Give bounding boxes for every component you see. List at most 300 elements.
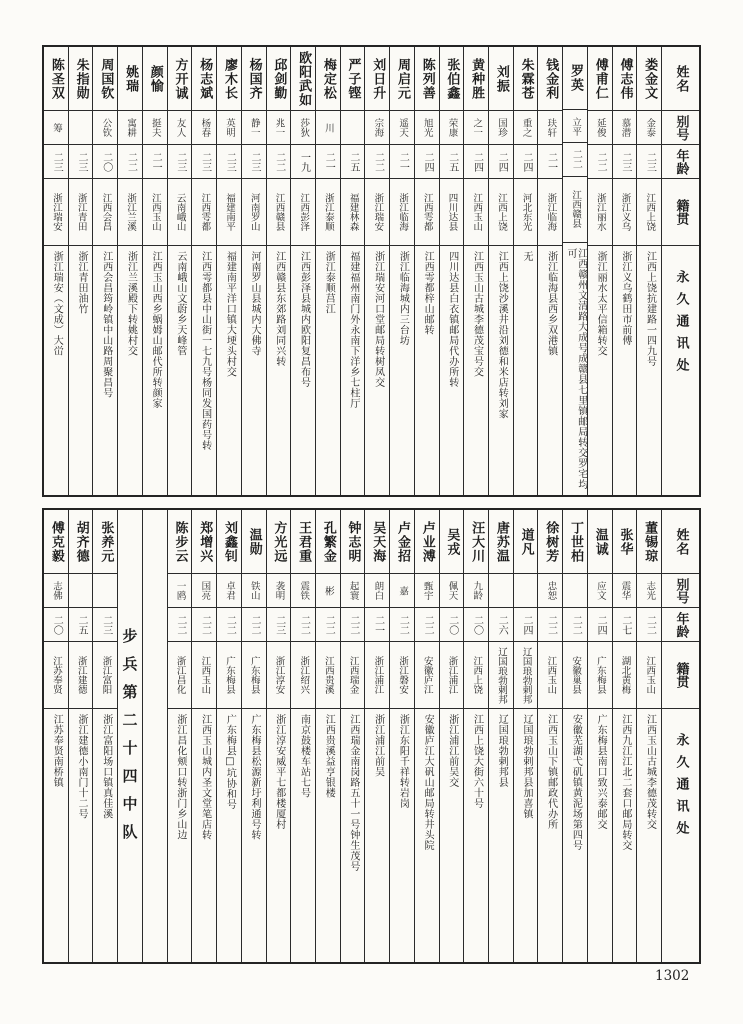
roster-column [44,47,69,495]
address-cell: 云南峨山文蔚乡天峰管 [174,251,186,356]
roster-column [168,510,193,962]
name-cell: 邱剑勤 [267,47,291,111]
roster-column [217,510,242,962]
native-place-cell: 河南罗山 [242,179,266,246]
address-cell: 江西玉山城内圣文堂笔店转 [199,714,211,840]
name-cell: 卢业溥 [415,510,439,574]
roster-column [192,47,217,495]
native-place-cell: 浙江淳安 [267,642,291,709]
alias-cell [69,111,93,145]
native-place-cell: 浙江瑞安 [44,179,68,246]
name-cell: 朱霖苍 [514,47,538,111]
roster-column [93,510,118,962]
roster-column [390,510,415,962]
name-cell: 朱指勋 [69,47,93,111]
address-cell: 浙江淳安威平七都楼厦村 [273,714,285,830]
name-cell: 道凡 [514,510,538,574]
alias-cell: 玞轩 [538,111,562,145]
header-name: 姓名 [662,510,699,574]
name-cell: 张华 [613,510,637,574]
native-place-cell: 浙江临海 [538,179,562,246]
age-cell: 二三 [44,145,68,179]
alias-cell [69,574,93,608]
native-place-cell: 浙江绍兴 [291,642,315,709]
alias-cell: 国珍 [489,111,513,145]
address-cell: 浙江临海县西乡双港镇 [545,251,557,356]
roster-column [415,47,440,495]
address-cell: 广东梅县松源新圩利通号转 [249,714,261,840]
roster-column [613,510,638,962]
address-cell: 浙江昌化颊口转浙门乡山边 [174,714,186,840]
name-cell: 刘鑫钊 [217,510,241,574]
name-cell: 傅甫仁 [588,47,612,111]
age-cell: 二五 [440,145,464,179]
alias-cell: 朗白 [365,574,389,608]
name-cell: 丁世柏 [563,510,587,574]
age-cell: 二四 [489,145,513,179]
roster-column [588,47,613,495]
roster-column [341,47,366,495]
age-cell: 二二 [242,608,266,642]
age-cell: 二一 [390,145,414,179]
address-cell: 浙江瑞安（文成）大峃 [51,251,63,356]
native-place-cell: 浙江青田 [69,179,93,246]
header-alias: 别号 [662,111,699,145]
age-cell: 二四 [588,608,612,642]
name-cell: 傅志伟 [613,47,637,111]
name-cell: 严子铿 [341,47,365,111]
alias-cell: 彬 [316,574,340,608]
native-place-cell: 江西会昌 [93,179,117,246]
name-cell: 黄种胜 [464,47,488,111]
name-cell: 刘日升 [365,47,389,111]
age-cell: 二二 [217,608,241,642]
age-cell: 二二 [563,608,587,642]
native-place-cell: 湖北黄梅 [613,642,637,709]
alias-cell: 金泰 [637,111,661,145]
name-cell: 娄金文 [637,47,661,111]
age-cell: 二三 [217,145,241,179]
age-cell: 二〇 [464,608,488,642]
alias-cell: 友人 [168,111,192,145]
native-place-cell: 江西玉山 [464,179,488,246]
roster-column [316,47,341,495]
roster-column [267,47,292,495]
name-cell: 徐树芳 [538,510,562,574]
alias-cell: 甄宇 [415,574,439,608]
roster-column [242,47,267,495]
address-cell: 江西上饶沙溪井沿刘德和米店转刘家 [496,251,508,419]
roster-column [637,510,662,962]
address-cell: 江西上饶大街六十号 [471,714,483,809]
address-cell: 江西雩都梓山邮转 [422,251,434,335]
native-place-cell: 浙江兰溪 [118,179,142,246]
blank-cell [143,510,167,962]
address-cell: 浙江兰溪殿下转姚村交 [125,251,137,356]
address-cell: 安徽芜湖弋矶镇黄泥场第四号 [570,714,582,851]
age-cell: 二五 [69,608,93,642]
native-place-cell: 江苏奉贤 [44,642,68,709]
age-cell: 二三 [613,145,637,179]
alias-cell [341,111,365,145]
age-cell: 二四 [514,145,538,179]
address-cell: 广东梅县南口致兴泰邮交 [595,714,607,830]
native-place-cell: 浙江浦江 [365,642,389,709]
native-place-cell: 浙江磐安 [390,642,414,709]
alias-cell: 震华 [613,574,637,608]
roster-column [365,47,390,495]
age-cell: 一九 [291,145,315,179]
native-place-cell: 江西玉山 [637,642,661,709]
alias-cell [563,574,587,608]
roster-column [143,47,168,495]
native-place-cell: 浙江建德 [69,642,93,709]
alias-cell: 宗海 [365,111,389,145]
address-cell: 江西玉山西乡蜗姆山邮代所转颜家 [150,251,162,409]
name-cell: 胡齐德 [69,510,93,574]
roster-column [267,510,292,962]
alias-cell: 志光 [637,574,661,608]
address-cell: 江西赣州文清路大成号成赣县七里镇邮局转交罗宅均可 [564,247,587,490]
age-cell: 二二 [637,608,661,642]
name-cell: 郑增兴 [192,510,216,574]
alias-cell: 筹 [44,111,68,145]
native-place-cell: 浙江昌化 [168,642,192,709]
age-cell: 二三 [93,608,117,642]
roster-column [390,47,415,495]
age-cell: 二二 [192,608,216,642]
age-cell: 二三 [69,145,93,179]
age-cell: 二二 [267,145,291,179]
name-cell: 方光远 [267,510,291,574]
age-cell: 二〇 [93,145,117,179]
address-cell: 浙江丽水太平信箱转交 [595,251,607,356]
name-cell: 姚瑞 [118,47,142,111]
alias-cell: 莎狄 [291,111,315,145]
address-cell: 辽国琅勃剌邦县加喜镇 [520,714,532,819]
address-cell: 江西雩都县中山街一七九号杨同发国药号转 [199,251,211,451]
alias-cell: 杨春 [192,111,216,145]
roster-column [464,47,489,495]
header-age: 年龄 [662,145,699,179]
age-cell: 二一 [365,608,389,642]
roster-column [563,510,588,962]
alias-cell: 静一 [242,111,266,145]
address-cell: 浙江青田油竹 [76,251,88,314]
roster-column [168,47,193,495]
header-native-place: 籍贯 [662,642,699,709]
name-cell: 傅克毅 [44,510,68,574]
address-cell: 江西瑞金南岗路五十一号钟生茂号 [347,714,359,872]
roster-column [538,47,563,495]
alias-cell: 一鸥 [168,574,192,608]
native-place-cell: 浙江泰顺 [316,179,340,246]
roster-column [514,47,539,495]
roster-column [291,47,316,495]
address-cell: 江西贵溪益亨银楼 [323,714,335,798]
alias-cell [514,574,538,608]
name-cell: 温诚 [588,510,612,574]
name-cell: 杨国齐 [242,47,266,111]
name-cell: 钱金利 [538,47,562,111]
native-place-cell: 安徽庐江 [415,642,439,709]
age-cell: 二四 [514,608,538,642]
header-column [662,47,699,495]
native-place-cell: 江西雩都 [415,179,439,246]
address-cell: 福建南平洋口镇大埂头村交 [224,251,236,377]
address-cell: 浙江浦江前吴交 [446,714,458,788]
name-cell: 周启元 [390,47,414,111]
age-cell: 二一 [538,145,562,179]
unit-title-label: 步兵第二十四中队 [120,628,139,852]
native-place-cell: 江西雩都 [192,179,216,246]
roster-column [464,510,489,962]
name-cell: 颜愉 [143,47,167,111]
alias-cell: 公钦 [93,111,117,145]
alias-cell: 之一 [464,111,488,145]
alias-cell [489,574,513,608]
roster-table-top [42,45,701,497]
native-place-cell: 辽国琅勃剌邦 [489,642,513,709]
native-place-cell: 江西玉山 [143,179,167,246]
alias-cell: 袭明 [267,574,291,608]
header-native-place: 籍贯 [662,179,699,246]
header-permanent-address: 永久通讯处 [673,733,689,843]
address-cell: 江西彭泽县城内欧阳复昌布号 [298,251,310,388]
age-cell: 二三 [192,145,216,179]
native-place-cell: 江西赣县 [267,179,291,246]
name-cell: 张伯鑫 [440,47,464,111]
native-place-cell: 浙江义乌 [613,179,637,246]
address-cell: 浙江富阳场口镇真佳溪 [100,714,112,819]
alias-cell: 嘉 [390,574,414,608]
address-cell: 南京鼓楼车站七号 [298,714,310,798]
age-cell: 二三 [168,145,192,179]
native-place-cell: 河北东光 [514,179,538,246]
age-cell: 二二 [118,145,142,179]
roster-column [217,47,242,495]
alias-cell: 兆一 [267,111,291,145]
native-place-cell: 云南峨山 [168,179,192,246]
header-age: 年龄 [662,608,699,642]
header-column [662,510,699,962]
alias-cell: 慕潜 [613,111,637,145]
address-cell: 四川达县白衣镇邮局代办所转 [446,251,458,388]
native-place-cell: 江西赣县 [563,177,587,243]
native-place-cell: 浙江浦江 [440,642,464,709]
roster-column [538,510,563,962]
age-cell: 二三 [267,608,291,642]
address-cell: 浙江浦江前吴 [372,714,384,777]
native-place-cell: 广东梅县 [217,642,241,709]
roster-column [341,510,366,962]
header-permanent-address: 永久通讯处 [673,270,689,380]
address-cell: 福建福州南门外永南下洋乡七柱厅 [347,251,359,409]
alias-cell: 佩天 [440,574,464,608]
name-cell: 吴天海 [365,510,389,574]
alias-cell: 起寰 [341,574,365,608]
roster-column [489,510,514,962]
age-cell: 二六 [489,608,513,642]
roster-column [69,47,94,495]
address-cell: 浙江东阳千祥转岩岗 [397,714,409,809]
age-cell: 二三 [242,145,266,179]
roster-column [440,47,465,495]
header-name: 姓名 [662,47,699,111]
roster-column [489,47,514,495]
alias-cell: 忠恕 [538,574,562,608]
address-cell: 辽国琅勃剌邦县 [496,714,508,788]
name-cell: 王君重 [291,510,315,574]
native-place-cell: 浙江富阳 [93,642,117,709]
alias-cell: 震铁 [291,574,315,608]
address-cell: 浙江泰顺莒江 [323,251,335,314]
age-cell: 二二 [390,608,414,642]
name-cell: 唐苏温 [489,510,513,574]
age-cell: 二二 [563,143,587,176]
header-alias: 别号 [662,574,699,608]
age-cell: 二〇 [440,608,464,642]
name-cell: 廖木长 [217,47,241,111]
roster-column [118,47,143,495]
address-cell: 无 [520,251,532,262]
native-place-cell: 辽国琅勃剌邦 [514,642,538,709]
native-place-cell: 福建南平 [217,179,241,246]
native-place-cell: 浙江瑞安 [365,179,389,246]
address-cell: 安徽庐江大矾山邮局转井头院 [422,714,434,851]
roster-column [93,47,118,495]
address-cell: 浙江建德小南门十二号 [76,714,88,819]
name-cell: 方开诚 [168,47,192,111]
alias-cell: 九龄 [464,574,488,608]
alias-cell: 挺夫 [143,111,167,145]
native-place-cell: 江西上饶 [637,179,661,246]
address-cell: 江西上饶抗建路一四九号 [644,251,656,367]
address-cell: 江西九江江北二套口邮局转交 [619,714,631,851]
name-cell: 吴戎 [440,510,464,574]
age-cell: 二四 [415,145,439,179]
name-cell: 董锡琼 [637,510,661,574]
roster-column [415,510,440,962]
age-cell: 二一 [316,145,340,179]
age-cell: 二二 [538,608,562,642]
roster-column [316,510,341,962]
roster-column [291,510,316,962]
blank-column [143,510,168,962]
name-cell: 梅定松 [316,47,340,111]
name-cell: 周国钦 [93,47,117,111]
alias-cell: 遥天 [390,111,414,145]
native-place-cell: 江西上饶 [464,642,488,709]
native-place-cell: 福建林森 [341,179,365,246]
roster-column [44,510,69,962]
alias-cell: 重之 [514,111,538,145]
alias-cell: 川 [316,111,340,145]
name-cell: 刘振 [489,47,513,111]
name-cell: 孔繁金 [316,510,340,574]
name-cell: 罗英 [563,47,587,110]
address-cell: 江西玉山下镇邮政代办所 [545,714,557,830]
name-cell: 张养元 [93,510,117,574]
native-place-cell: 江西彭泽 [291,179,315,246]
age-cell: 二〇 [44,608,68,642]
alias-cell: 延俊 [588,111,612,145]
roster-column [514,510,539,962]
age-cell: 二三 [637,145,661,179]
alias-cell: 卓君 [217,574,241,608]
address-cell: 河南罗山县城内大佛寺 [249,251,261,356]
address-cell: 浙江义乌鹤田市前傅 [619,251,631,346]
age-cell: 二二 [316,608,340,642]
native-place-cell: 浙江临海 [390,179,414,246]
address-cell: 江苏奉贤南桥镇 [51,714,63,788]
native-place-cell: 江西玉山 [192,642,216,709]
native-place-cell: 广东梅县 [242,642,266,709]
native-place-cell: 江西玉山 [538,642,562,709]
native-place-cell: 四川达县 [440,179,464,246]
name-cell: 汪大川 [464,510,488,574]
roster-column [242,510,267,962]
roster-column [588,510,613,962]
native-place-cell: 安徽巢县 [563,642,587,709]
name-cell: 陈列善 [415,47,439,111]
alias-cell: 旭光 [415,111,439,145]
alias-cell: 志佛 [44,574,68,608]
name-cell: 温勋 [242,510,266,574]
age-cell: 二二 [365,145,389,179]
name-cell: 杨志斌 [192,47,216,111]
alias-cell: 荣康 [440,111,464,145]
roster-column [365,510,390,962]
age-cell: 二二 [168,608,192,642]
age-cell: 二一 [143,145,167,179]
roster-column [637,47,662,495]
alias-cell: 应文 [588,574,612,608]
address-cell: 江西会昌筠岭镇中山路周聚昌号 [100,251,112,398]
native-place-cell: 浙江丽水 [588,179,612,246]
roster-table-bottom [42,508,701,964]
address-cell: 浙江临海城内三台坊 [397,251,409,346]
alias-cell: 铁山 [242,574,266,608]
roster-column [440,510,465,962]
address-cell: 江西玉山古城李德茂宝号交 [471,251,483,377]
roster-column [69,510,94,962]
age-cell: 二七 [613,608,637,642]
alias-cell: 寓耕 [118,111,142,145]
age-cell: 二二 [588,145,612,179]
name-cell: 卢金招 [390,510,414,574]
age-cell: 二二 [291,608,315,642]
address-cell: 江西赣县东郊路刘同兴转 [273,251,285,367]
alias-cell [93,574,117,608]
unit-title-column [118,510,143,962]
age-cell: 二二 [415,608,439,642]
alias-cell: 立平 [563,110,587,143]
address-cell: 浙江瑞安河口堂邮局转树凤交 [372,251,384,388]
native-place-cell: 江西上饶 [489,179,513,246]
native-place-cell: 江西贵溪 [316,642,340,709]
native-place-cell: 广东梅县 [588,642,612,709]
page-number: 1302 [655,968,690,984]
name-cell: 欧阳武如 [291,47,315,111]
alias-cell: 国亮 [192,574,216,608]
alias-cell: 英明 [217,111,241,145]
native-place-cell: 江西瑞金 [341,642,365,709]
roster-column [192,510,217,962]
address-cell: 广东梅县□坑协和号 [224,714,236,810]
name-cell: 陈圣双 [44,47,68,111]
name-cell: 钟志明 [341,510,365,574]
